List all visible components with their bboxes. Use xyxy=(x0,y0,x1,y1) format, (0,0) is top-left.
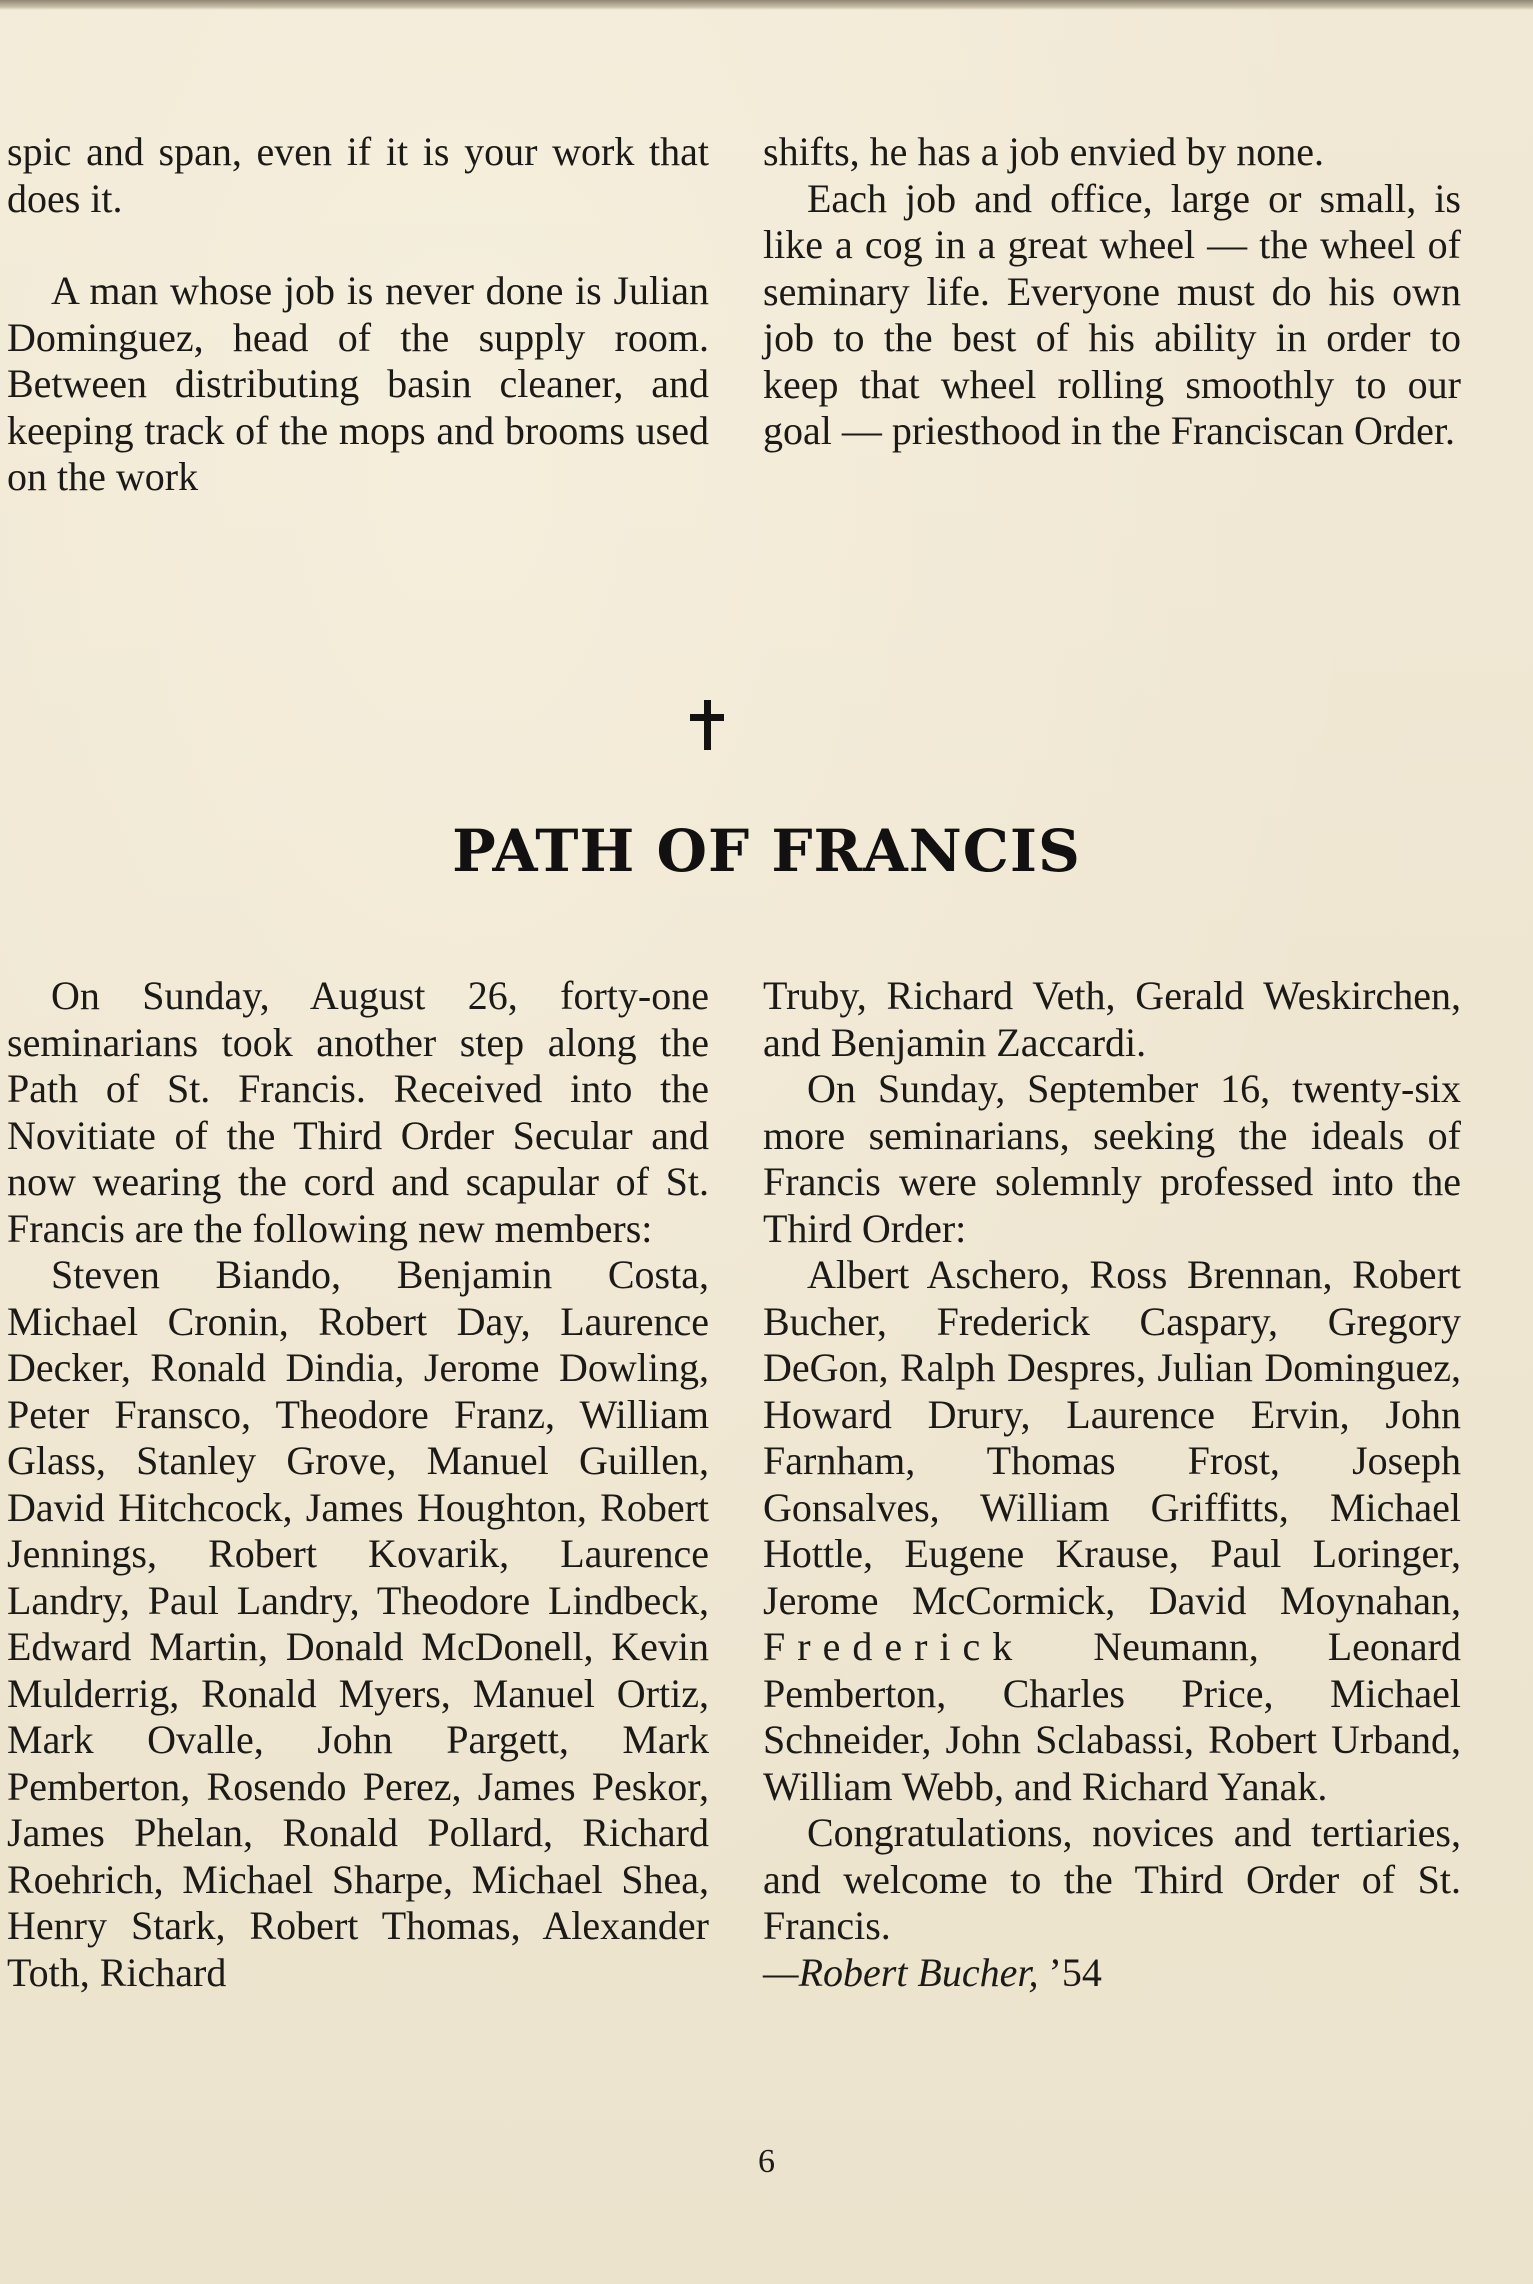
article-intro-paragraph: On Sunday, August 26, forty-one seminarians took another step along the Path of St. Francis. Received into the Novitiate of the Third Order Secular and now wearing the cord and scapular of St. Francis are the following new members: xyxy=(7,973,709,1251)
cross-icon xyxy=(690,700,724,750)
congratulations-paragraph: Congratulations, novices and tertiaries, and welcome to the Third Order of St. Francis. xyxy=(763,1810,1461,1948)
professed-list-paragraph xyxy=(763,1252,1461,1810)
upper-left-paragraph-1: spic and span, even if it is your work that does it. xyxy=(7,129,709,221)
top-edge-rule xyxy=(0,0,1533,10)
author-signature xyxy=(763,1950,1461,1997)
upper-left-paragraph-2: A man whose job is never done is Julian Dominguez, head of the supply room. Between distributing basin cleaner, and keeping track of the mops and brooms used on the work xyxy=(7,268,709,499)
upper-right-paragraph-1: shifts, he has a job envied by none. xyxy=(763,129,1324,174)
article-title: PATH OF FRANCIS xyxy=(452,817,1081,885)
article-right-column xyxy=(763,973,1461,1996)
novices-list-paragraph: Steven Biando, Benjamin Costa, Michael Cronin, Robert Day, Laurence Decker, Ronald Dindia, Jerome Dowling, Peter Fransco, Theodore Franz, William Glass, Stanley Grove, Manuel Guillen, David Hitchcock, James Houghton, Robert Jennings, Robert Kovarik, Laurence Landry, Paul Landry, Theodore Lindbeck, Edward Martin, Donald McDonell, Kevin Mulderrig, Ronald Myers, Manuel Ortiz, Mark Ovalle, John Pargett, Mark Pemberton, Rosendo Perez, James Peskor, James Phelan, Ronald Pollard, Richard Roehrich, Michael Sharpe, Michael Shea, Henry Stark, Robert Thomas, Alexander Toth, Richard xyxy=(7,1252,709,1995)
paragraph-gap xyxy=(7,222,709,268)
professed-list-part-1: Albert Aschero, Ross Brennan, Robert Bucher, Frederick Caspary, Gregory DeGon, Ralph Despres, Julian Dominguez, Howard Drury, Laurence Ervin, John Farnham, Thomas Frost, Joseph Gonsalves, William Griffitts, Michael Hottle, Eugene Krause, Paul Loringer, Jerome McCormick, David Moynahan, xyxy=(763,1252,1461,1623)
upper-left-column xyxy=(7,129,709,501)
upper-right-column xyxy=(763,129,1461,455)
profession-paragraph: On Sunday, September 16, twenty-six more seminarians, seeking the ideals of Francis were solemnly professed into the Third Order: xyxy=(763,1066,1461,1251)
article-left-column xyxy=(7,973,709,1996)
page-number: 6 xyxy=(758,2143,775,2180)
author-name: —Robert Bucher, xyxy=(763,1949,1039,1995)
spaced-name: Frederick xyxy=(763,1624,1025,1669)
author-class-year: ’54 xyxy=(1048,1949,1102,1995)
upper-right-paragraph-2: Each job and office, large or small, is like a cog in a great wheel — the wheel of seminary life. Everyone must do his own job to the best of his ability in order to keep that wheel rolling smoothly to our goal — priesthood in the Franciscan Order. xyxy=(763,175,1461,453)
novices-list-continued: Truby, Richard Veth, Gerald Weskirchen, and Benjamin Zaccardi. xyxy=(763,973,1461,1065)
professed-list-part-2: Neumann, Leonard Pemberton, Charles Price, Michael Schneider, John Sclabassi, Robert Urband, William Webb, and Richard Yanak. xyxy=(763,1624,1461,1809)
